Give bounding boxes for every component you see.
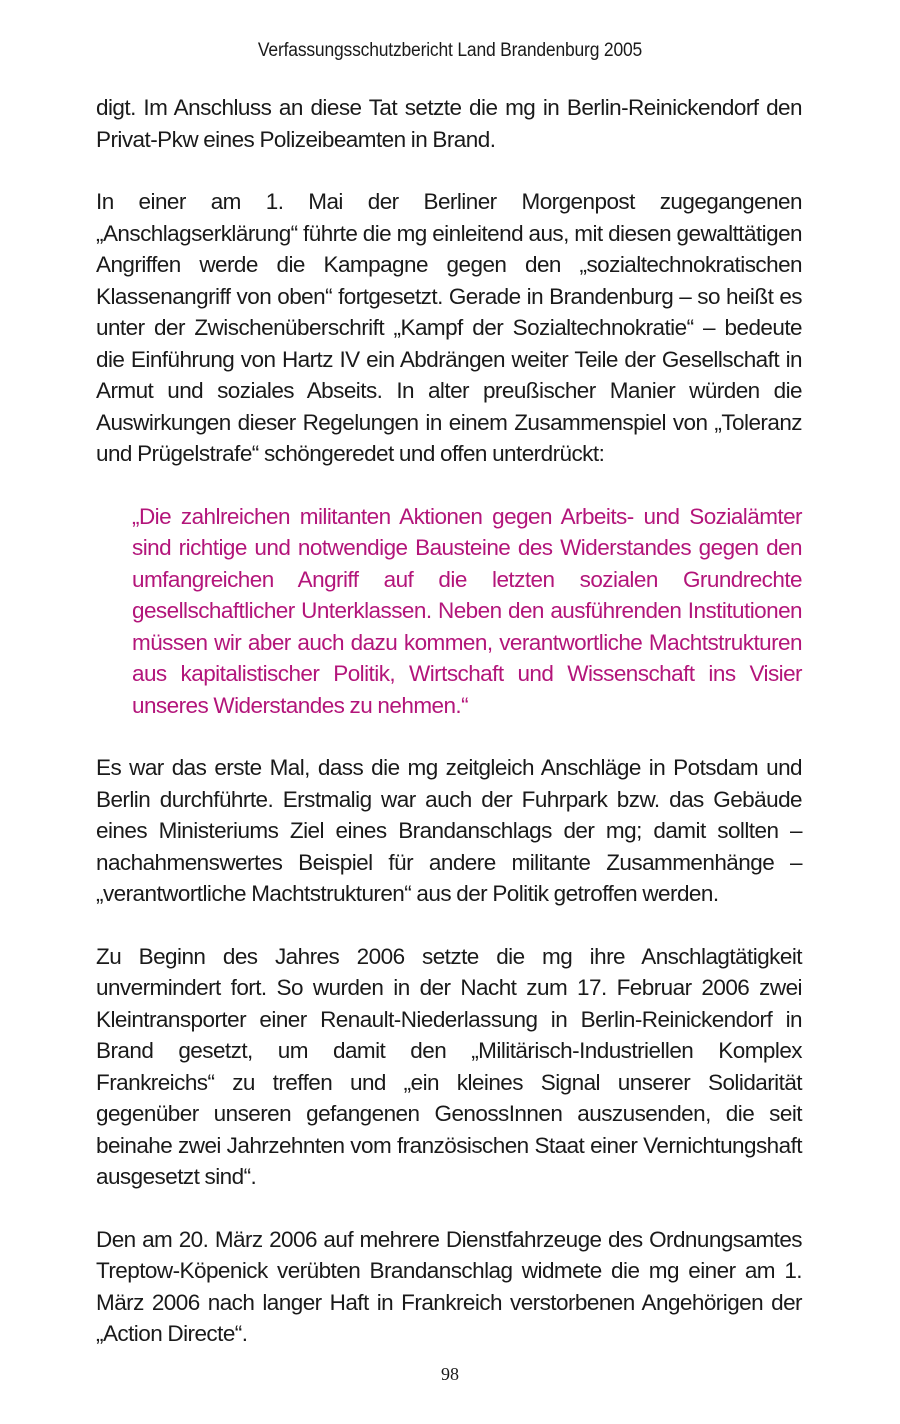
body-text — [96, 92, 802, 1381]
page-number: 98 — [441, 1364, 459, 1384]
running-header: Verfassungsschutzbericht Land Brandenburg 2005 — [257, 40, 643, 61]
block-quote: „Die zahlreichen militanten Aktionen gegen Arbeits- und Sozialämter sind richtige und notwendige Bausteine des Widerstandes gegen den umfangreichen Angriff auf die letzten sozialen Grundrechte gesellschaftlicher Unterklassen. Neben den ausführenden Institutionen müssen wir aber auch dazu kommen, verantwortliche Machtstrukturen aus kapitalistischer Politik, Wirtschaft und Wissenschaft ins Visier unseres Widerstandes zu nehmen.“ — [132, 503, 802, 718]
paragraph-5: Den am 20. März 2006 auf mehrere Dienstfahrzeuge des Ordnungsamtes Treptow-Köpenick verübten Brandanschlag widmete die mg einer am 1. März 2006 nach langer Haft in Frankreich verstorbenen Angehörigen der „Action Directe“. — [96, 1226, 802, 1346]
paragraph-4: Zu Beginn des Jahres 2006 setzte die mg ihre Anschlagtätigkeit unvermindert fort. So wurden in der Nacht zum 17. Februar 2006 zwei Kleintransporter einer Renault-Niederlassung in Berlin-Reinickendorf in Brand gesetzt, um damit den „Militärisch-Industriellen Komplex Frankreichs“ zu treffen und „ein kleines Signal unserer Solidarität gegenüber unseren gefangenen GenossInnen auszusenden, die seit beinahe zwei Jahrzehnten vom französischen Staat einer Vernichtungshaft ausgesetzt sind“. — [96, 943, 802, 1189]
paragraph-1: digt. Im Anschluss an diese Tat setzte die mg in Berlin-Reinickendorf den Privat-Pkw eines Polizeibeamten in Brand. — [96, 95, 802, 152]
paragraph-2: In einer am 1. Mai der Berliner Morgenpost zugegangenen „Anschlagserklärung“ führte die mg einleitend aus, mit diesen gewalttätigen Angriffen werde die Kampagne gegen den „sozialtechnokratischen Klassenangriff von oben“ fortgesetzt. Gerade in Brandenburg – so heißt es unter der Zwischenüberschrift „Kampf der Sozialtechnokratie“ – bedeute die Einführung von Hartz IV ein Abdrängen weiter Teile der Gesellschaft in Armut und soziales Abseits. In alter preußischer Manier würden die Auswirkungen dieser Regelungen in einem Zusammenspiel von „Toleranz und Prügelstrafe“ schöngeredet und offen unterdrückt: — [96, 189, 802, 466]
paragraph-3: Es war das erste Mal, dass die mg zeitgleich Anschläge in Potsdam und Berlin durchführte. Erstmalig war auch der Fuhrpark bzw. das Gebäude eines Ministeriums Ziel eines Brandanschlags der mg; damit sollten – nachahmenswertes Beispiel für andere militante Zusammenhänge – „verantwortliche Machtstrukturen“ aus der Politik getroffen werden. — [96, 755, 802, 906]
